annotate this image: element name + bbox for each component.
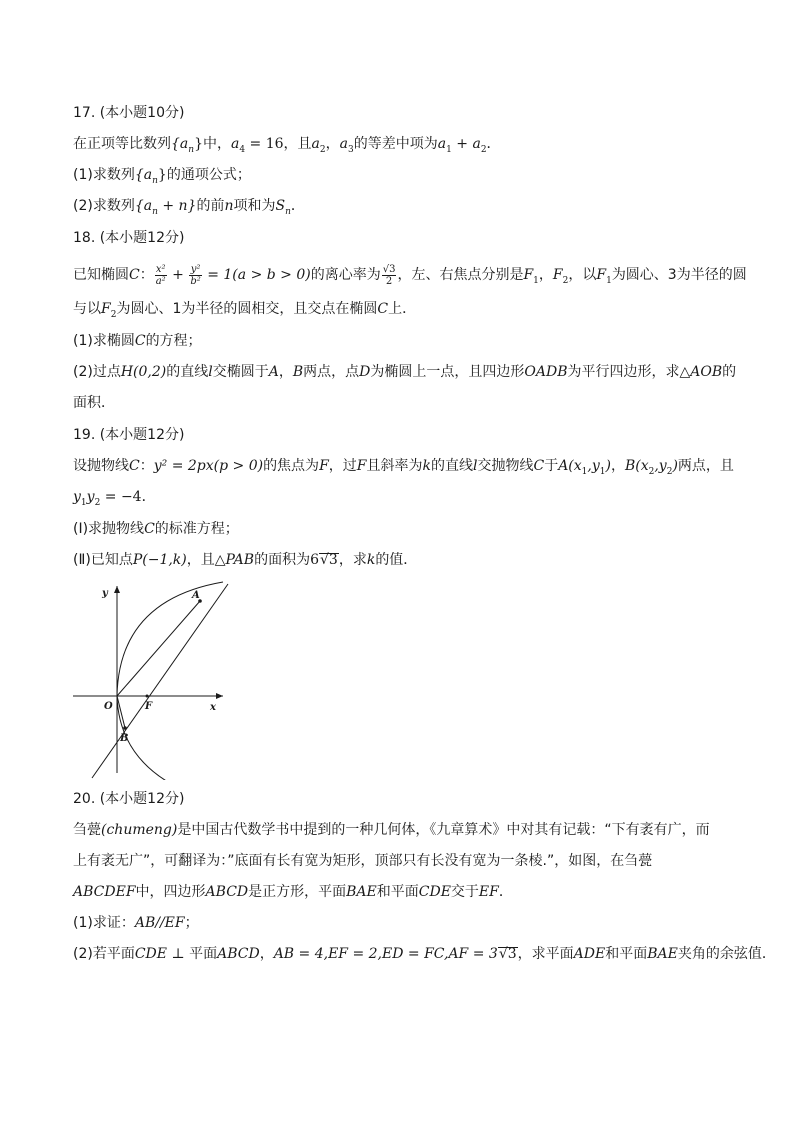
q20-part1: (1)求证：AB//EF； [73, 915, 199, 931]
parabola-diagram [68, 580, 233, 780]
q19-title: 19. (本小题12分) [73, 427, 185, 443]
parabola-figure [68, 580, 233, 780]
q19-part1: (Ⅰ)求抛物线C的标准方程； [73, 521, 239, 537]
label-y: y [102, 588, 108, 599]
parabola-curve [117, 582, 223, 780]
point-B [123, 726, 127, 730]
q20-statement-line3: ABCDEF中，四边形ABCD是正方形，平面BAE和平面CDE交于EF． [73, 884, 513, 900]
segment-OA [117, 601, 200, 696]
q19-statement-line1: 设抛物线C：y² = 2px(p > 0)的焦点为F，过F且斜率为k的直线l交抛物线C于$A(x_1,y_1)$，$B(x_2,y_2)$两点，且 [73, 458, 734, 477]
label-B: B [120, 733, 129, 744]
point-F [146, 695, 149, 698]
q18-part2-line2: 面积． [73, 395, 115, 411]
q20-part2: (2)若平面CDE ⊥ 平面ABCD，AB = 4,EF = 2,ED = FC,AF = 3√3，求平面ADE和平面BAE夹角的余弦值． [73, 946, 776, 962]
q18-statement-line1: 已知椭圆C： $\frac{\text{x²}}{\text{a²}}$ + $\frac{\text{y²}}{\text{b²}}$ = 1(a > b > 0)的离心率为 $\frac{√3}{2}$ ，左、右焦点分别是$F_1$，$F_2$，以$F_1$为圆心、3为半径的圆 [73, 263, 747, 287]
q17-part1: (1)求数列$\{a_n\}$的通项公式； [73, 167, 251, 186]
q19-statement-line2: $y_1y_2 = -4$． [73, 489, 156, 508]
q17-statement: 在正项等比数列$\{a_n\}$中，$a_4 = 16$，且$a_2$，$a_3$的等差中项为$a_1 + a_2$． [73, 136, 501, 155]
q20-title: 20. (本小题12分) [73, 791, 185, 807]
q18-part2-line1: (2)过点H(0,2)的直线l交椭圆于A，B两点，点D为椭圆上一点，且四边形OADB为平行四边形，求△AOB的 [73, 364, 737, 380]
q18-part1: (1)求椭圆C的方程； [73, 333, 202, 349]
q19-part2: (Ⅱ)已知点P(−1,k)，且△PAB的面积为6√3，求k的值． [73, 552, 418, 568]
q18-statement-line2: 与以$F_2$为圆心、1为半径的圆相交，且交点在椭圆C上． [73, 301, 417, 320]
label-A: A [192, 590, 200, 601]
q20-statement-line2: 上有袤无广”，可翻译为：”底面有长有宽为矩形，顶部只有长没有宽为一条棱.”，如图，在刍甍 [73, 853, 653, 869]
label-O: O [104, 701, 113, 712]
q17-title: 17. (本小题10分) [73, 105, 185, 121]
label-x: x [210, 702, 216, 713]
q18-title: 18. (本小题12分) [73, 230, 185, 246]
q20-statement-line1: 刍甍(chumeng)是中国古代数学书中提到的一种几何体，《九章算术》中对其有记载：“下有袤有广，而 [73, 822, 710, 838]
q17-part2: (2)求数列$\{a_n + n\}$的前n项和为$S_n$． [73, 198, 305, 217]
line-l [92, 584, 228, 778]
label-F: F [145, 701, 153, 712]
